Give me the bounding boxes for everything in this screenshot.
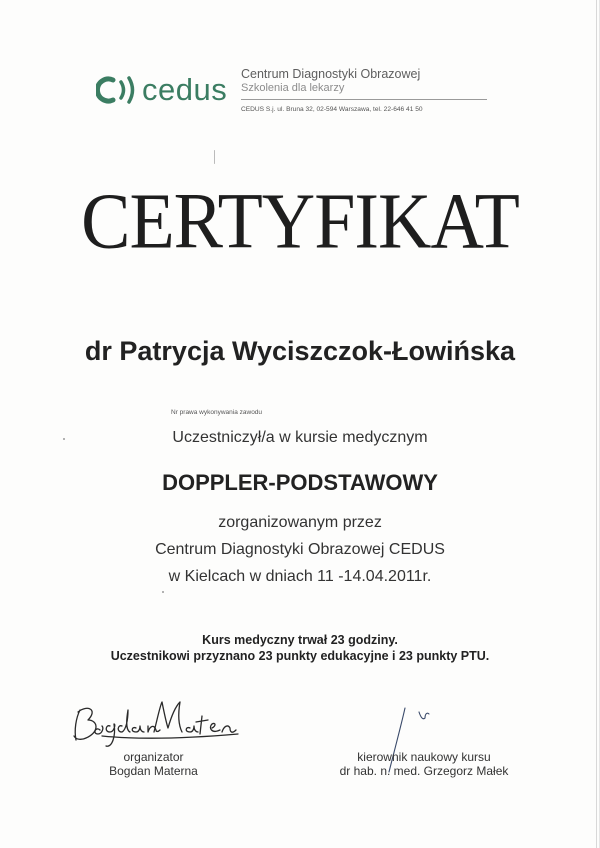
org-address: CEDUS S.j. ul. Bruna 32, 02-594 Warszawa, tel. 22-646 41 50 bbox=[241, 106, 423, 113]
org-subtitle: Szkolenia dla lekarzy bbox=[241, 82, 345, 94]
recipient-name: dr Patrycja Wyciszczok-Łowińska bbox=[84, 336, 516, 366]
course-name: DOPPLER-PODSTAWOWY bbox=[162, 470, 438, 495]
organizer-signature bbox=[62, 696, 242, 752]
certificate-title: CERTYFIKAT bbox=[81, 177, 519, 266]
scientific-director-name: dr hab. n. med. Grzegorz Małek bbox=[339, 764, 509, 778]
organization-block bbox=[241, 67, 487, 113]
organized-by-text: zorganizowanym przez bbox=[218, 514, 382, 531]
header-rule bbox=[241, 99, 487, 100]
scientific-director-caption bbox=[326, 750, 522, 778]
organizer-role: organizator bbox=[123, 750, 184, 764]
course-duration: Kurs medyczny trwał 23 godziny. bbox=[202, 633, 398, 647]
cedus-logo-icon bbox=[96, 71, 140, 109]
logo-text: cedus bbox=[142, 72, 228, 107]
participation-text: Uczestniczył/a w kursie medycznym bbox=[172, 429, 428, 446]
org-name: Centrum Diagnostyki Obrazowej bbox=[241, 67, 421, 81]
cedus-logo bbox=[96, 70, 227, 110]
scan-speck bbox=[162, 591, 164, 593]
organizer-caption bbox=[86, 750, 221, 778]
organizer-name: Bogdan Materna bbox=[109, 764, 198, 778]
scientific-director-role: kierownik naukowy kursu bbox=[357, 750, 491, 764]
scan-speck bbox=[63, 438, 65, 440]
license-number-label: Nr prawa wykonywania zawodu bbox=[171, 409, 263, 416]
scan-edge bbox=[596, 0, 597, 848]
location-dates: w Kielcach w dniach 11 -14.04.2011r. bbox=[168, 568, 432, 585]
organizer-org: Centrum Diagnostyki Obrazowej CEDUS bbox=[155, 541, 445, 558]
scan-speck bbox=[214, 150, 215, 164]
education-points: Uczestnikowi przyznano 23 punkty edukacyjne i 23 punkty PTU. bbox=[110, 649, 490, 663]
